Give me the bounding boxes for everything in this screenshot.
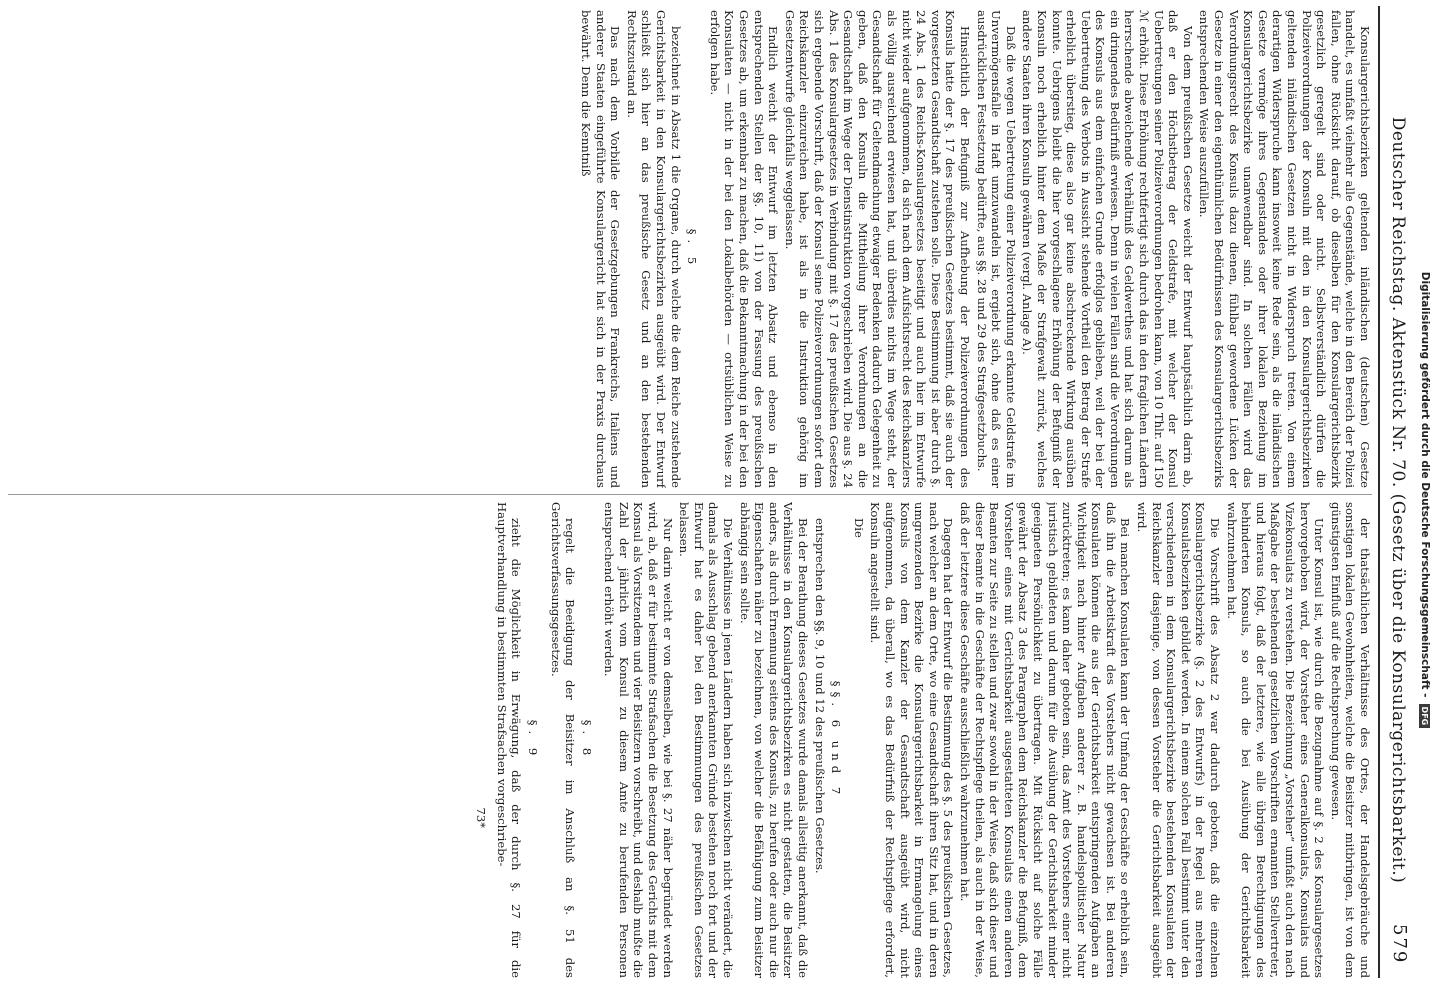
section-heading: §. 5 xyxy=(685,228,700,270)
section-heading: §. 8 xyxy=(579,719,594,761)
paragraph: Nur darin weicht er von demselben, wie bei §. 27 näher begründet werden wird, ab, daß er für bestimmte Strafsachen die Besetzung des Gerichts mit dem Konsul als Vorsitzendem und vier Beisitzern vorschreibt, und deshalb mußte die Zahl der jährlich vom Konsul zu diesem Amte zu berufenden Personen entsprechend erhöht werden. xyxy=(602,502,675,978)
dfg-badge: DFG xyxy=(1419,704,1430,729)
paragraph: Die xyxy=(851,518,866,538)
paragraph: Daß die wegen Uebertretung einer Polizeiverordnung erkannte Geldstrafe im Unvermögensfalle in Haft umzuwandeln ist, ergiebt sich, ohne daß es einer ausdrücklichen Festsetzung bedürfte, aus §§. 28 und 29 des Strafgesetzbuchs. xyxy=(974,10,1018,488)
paragraph: der thatsächlichen Verhältnisse des Ortes, der Handelsgebräuche und sonstigen lokalen Gewohnheiten, welche die Beisitzer mitbringen, ist von dem günstigsten Einfluß auf die Rechtsprechung gewesen. xyxy=(1328,502,1372,978)
right-column xyxy=(8,502,1372,978)
digitization-credit-text xyxy=(1418,0,1432,1000)
paragraph: Unter Konsul ist, wie durch die Bezugnahme auf §. 2 des Konsulargesetzes hervorgehoben wird, der Vorsteher eines Generalkonsulats, Konsulats und Vizekonsulats zu verstehen. Die Bezeichnung „Vorsteher“ umfaßt auch den nach Maßgabe der bestehenden gesetzlichen Vorschriften ernannten Stellvertreter, und hieraus folgt, daß der letztere, wie alle übrigen Berechtigungen des behinderten Konsuls, so auch die bei Ausübung der Gerichtsbarkeit wahrzunehmen hat. xyxy=(1224,502,1327,978)
paragraph: bezeichnet in Absatz 1 die Organe, durch welche die dem Reiche zustehende Gerichtsbarkeit in den Konsulargerichtsbezirken ausgeübt wird. Der Entwurf schließt sich hier an das preußische Gesetz und an den bestehenden Rechtszustand an. xyxy=(624,10,683,488)
paragraph: Die Verhältnisse in jenen Ländern haben sich inzwischen nicht verändert, die damals als Ausschlag gebend anerkannten Gründe bestehen noch fort und der Entwurf hat es daher bei den Bestimmungen des preußischen Gesetzes belassen. xyxy=(677,502,736,978)
header-rule xyxy=(1379,6,1381,978)
paragraph: zieht die Möglichkeit in Erwägung, daß der durch §. 27 für die Hauptverhandlung in bestimmten Strafsachen vorgeschriebe- xyxy=(494,502,524,978)
paragraph: Hinsichtlich der Befugniß zur Aufhebung der Polizeiverordnungen des Konsuls hatte der §. 17 des preußischen Gesetzes bestimmt, daß sie auch der vorgesetzten Gesandtschaft zustehen solle. Diese Bestimmung ist aber durch §. 24 Abs. 1 des Reichs-Konsulargesetzes beseitigt und auch hier im Entwurfe nicht wieder aufgenommen, da sich nach dem Aufsichtsrecht des Reichskanzlers als völlig ausreichend erwiesen hat, und überdies nichts im Wege steht, der Gesandtschaft für Geltendmachung etwaiger Bedenken dadurch Gelegenheit zu geben, daß den Konsuln die Mittheilung ihrer Verordnungen an die Gesandtschaft im Wege der Dienstinstruktion vorgeschrieben wird. Die aus §. 24 Abs. 1 des Konsulargesetzes in Verbindung mit §. 17 des preußischen Gesetzes sich ergebende Vorschrift, daß der Konsul seine Polizeiverordnungen sofort dem Reichskanzler einzureichen habe, ist als in die Instruktion gehörig im Gesetzentwurfe gleichfalls weggelassen. xyxy=(782,10,972,488)
column-divider xyxy=(8,494,1372,495)
page-number: 579 xyxy=(1389,924,1410,965)
paragraph: regelt die Beeidigung der Beisitzer im Anschluß an §. 51 des Gerichtsverfassungsgesetzes. xyxy=(548,502,578,978)
paragraph: Endlich weicht der Entwurf im letzten Absatz und ebenso in den entsprechenden Stellen der §§. 10, 11) von der Fassung des preußischen Gesetzes ab, um erkennbar zu machen, daß die Bekanntmachung in der bei den Konsulaten — nicht in der bei den Lokalbehörden — ortsüblichen Weise zu erfolgen habe. xyxy=(707,10,781,488)
left-column xyxy=(8,10,1372,488)
digitization-credit xyxy=(1418,0,1432,1000)
signature-mark: 73* xyxy=(474,807,489,828)
paragraph: Die Vorschrift des Absatz 2 war dadurch geboten, daß die einzelnen Konsulargerichtsbezirke (§. 2 des Entwurfs) in der Regel aus mehreren Konsulatsbezirken gebildet werden. In einem solchen Fall bestimmt unter den verschiedenen in dem Konsulargerichtsbezirke bestehenden Konsulaten der Reichskanzler dasjenige, von dessen Vorsteher die Gerichtsbarkeit ausgeübt wird. xyxy=(1135,502,1223,978)
paragraph: Bei manchen Konsulaten kann der Umfang der Geschäfte so erheblich sein, daß ihn die Arbeitskraft des Vorstehers nicht gewachsen ist. Bei anderen Konsulaten können die aus der Gerichtsbarkeit entspringenden Aufgaben an Wichtigkeit nach hinter Aufgaben anderer z. B. handelspolitischer Natur zurücktreten; es kann daher geboten sein, das Amt des Vorstehers einer nicht juristisch gebildeten und darum für die Ausübung der Gerichtsbarkeit minder geeigneten Persönlichkeit zu übertragen. Mit Rücksicht auf solche Fälle gewährt der Absatz 3 des Paragraphen dem Reichskanzler die Befugniß, dem Vorsteher eines mit Gerichtsbarkeit ausgestatteten Konsulats einen anderen Beamten zur Seite zu stellen und zwar sowohl in der Weise, daß sich dieser und dieser Beamte in die Geschäfte der Rechtspflege theilen, als auch in der Weise, daß der letztere diese Geschäfte ausschließlich wahrzunehmen hat. xyxy=(957,502,1133,978)
credit-text: Digitalisierung gefördert durch die Deutsche Forschungsgemeinschaft - xyxy=(1419,271,1431,698)
page-title: Deutscher Reichstag. Aktenstück Nr. 70. (Gesetz über die Konsulargerichtsbarkeit.) xyxy=(1388,116,1408,884)
paragraph: Konsulargerichtsbezirken geltenden inländischen (deutschen) Gesetze handelt, es umfaßt vielmehr alle Gegenstände, welche in den Bereich der Polizei fallen, ohne Rücksicht darauf, ob dieselben für den Konsulargerichtsbezirk gesetzlich geregelt sind oder nicht. Selbstverständlich dürfen die Polizeiverordnungen der Konsuln mit den in den Konsulargerichtsbezirken geltenden inländischen Gesetzen nicht in Widerspruch treten. Von einem derartigen Widerspruche kann insoweit keine Rede sein, als die inländischen Gesetze vermöge ihres Gegenstandes oder ihrer lokalen Beziehung im Konsulargerichtsbezirke unanwendbar sind. In solchen Fällen wird das Verordnungsrecht des Konsuls dazu dienen, fühlbar gewordene Lücken der Gesetze in einer den eigenthümlichen Bedürfnissen des Konsulargerichtsbezirks entsprechenden Weise auszufüllen. xyxy=(1197,10,1372,488)
paragraph: Dagegen hat der Entwurf die Bestimmung des §. 5 des preußischen Gesetzes, nach welcher an dem Orte, wo eine Gesandtschaft ihren Sitz hat, und in deren umgrenzenden Bezirke die Konsulargerichtsbarkeit in Ermangelung eines Konsuls von dem Kanzler der Gesandtschaft ausgeübt wird, nicht aufgenommen, da überall, wo es das Bedürfniß der Rechtspflege erfordert, Konsuln angestellt sind. xyxy=(868,502,956,978)
paragraph: entsprechen den §§. 9, 10 und 12 des preußischen Gesetzes. xyxy=(812,518,827,874)
section-heading: §. 9 xyxy=(525,719,540,761)
paragraph: Von dem preußischen Gesetze weicht der Entwurf hauptsächlich darin ab, daß er den Höchstbetrag der Geldstrafe, mit welcher der Konsul Uebertretungen seiner Polizeiverordnungen bedrohen kann, von 10 Thlr. auf 150 ℳ erhöht. Diese Erhöhung rechtfertigt sich durch das in den fraglichen Ländern herrschende abweichende Verhältniß des Geldwerthes und hat sich darum als ein dringendes Bedürfniß erwiesen. Denn in vielen Fällen sind die Verordnungen des Konsuls aus dem einfachen Grunde erfolglos geblieben, weil der bei der Uebertretung des Verbots in Aussicht stehende Vortheil den Betrag der Strafe erheblich überstieg, diese also gar keine abschreckende Wirkung ausüben konnte. Uebrigens bleibt die hier vorgeschlagene Erhöhung der Befugniß der Konsuln noch erheblich hinter dem Maße der Strafgewalt zurück, welches andere Staaten ihren Konsuln gewähren (vergl. Anlage A). xyxy=(1020,10,1195,488)
paragraph: Das nach dem Vorbilde der Gesetzgebungen Frankreichs, Italiens und anderer Staaten eingeführte Konsulargericht hat sich in der Praxis durchaus bewährt. Denn die Kenntniß xyxy=(579,10,623,488)
section-heading: §§. 6 und 7 xyxy=(829,680,844,800)
paragraph: Bei der Berathung dieses Gesetzes wurde damals allseitig anerkannt, daß die Verhältnisse in den Konsulargerichtsbezirken es nicht gestatten, die Beisitzer anders, als durch Ernennung seitens des Konsuls, zu berufen oder auch nur die Eigenschaften näher zu bezeichnen, von welcher die Befähigung zum Beisitzer abhängig sein sollte. xyxy=(737,502,811,978)
